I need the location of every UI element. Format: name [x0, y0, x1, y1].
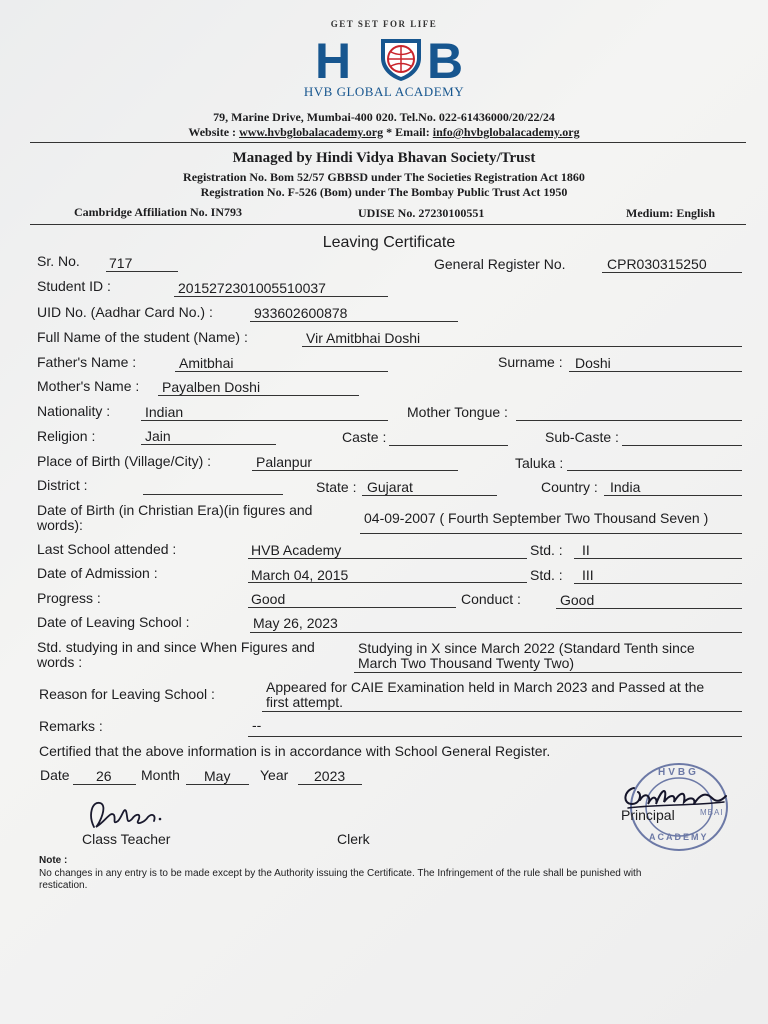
clerk-label: Clerk [337, 831, 370, 847]
std-attended-line [574, 558, 742, 559]
father-name-value: Amitbhai [179, 355, 234, 371]
certificate-title: Leaving Certificate [322, 234, 456, 251]
sr-no-value: 717 [109, 255, 133, 271]
country-line [604, 495, 742, 496]
date-day-line [73, 784, 136, 785]
sr-no-label: Sr. No. [37, 253, 80, 269]
website-link[interactable]: www.hvbglobalacademy.org [239, 125, 384, 139]
std-studying-label-line2: words : [37, 654, 83, 670]
place-of-birth-line [252, 470, 458, 471]
shield-icon [377, 36, 425, 82]
date-label: Date [40, 767, 70, 783]
stamp-side-text: MBAI [700, 808, 724, 817]
tagline: GET SET FOR LIFE [330, 19, 438, 29]
header-divider-top [30, 142, 746, 143]
certified-statement: Certified that the above information is in accordance with School General Register. [39, 743, 551, 759]
email-prefix: * Email: [383, 125, 433, 139]
state-line [362, 495, 497, 496]
month-value: May [204, 768, 231, 784]
note-title: Note : [39, 855, 68, 866]
std-studying-value-line1: Studying in X since March 2022 (Standard Tenth since [358, 640, 695, 656]
reason-value-line1: Appeared for CAIE Examination held in March 2023 and Passed at the [266, 679, 705, 695]
gr-no-line [602, 272, 742, 273]
admission-date-value: March 04, 2015 [251, 567, 349, 583]
surname-line [569, 371, 742, 372]
country-value: India [610, 479, 641, 495]
year-line [298, 784, 362, 785]
std-studying-label-line1: Std. studying in and since When Figures and [37, 639, 315, 655]
full-name-line [302, 346, 742, 347]
religion-line [141, 444, 276, 445]
taluka-line [567, 470, 742, 471]
std-admission-line [574, 583, 742, 584]
last-school-label: Last School attended : [37, 541, 177, 557]
progress-line [248, 607, 456, 608]
website-prefix: Website : [188, 125, 240, 139]
std-studying-line [354, 672, 742, 673]
class-teacher-signature [86, 797, 176, 833]
reason-line [262, 711, 742, 712]
last-school-value: HVB Academy [251, 542, 342, 558]
remarks-line [248, 736, 742, 737]
uid-line [250, 321, 458, 322]
logo-letter-h: H [315, 33, 352, 89]
caste-label: Caste : [342, 429, 387, 445]
progress-value: Good [251, 591, 286, 607]
mother-name-line [158, 395, 359, 396]
uid-value: 933602600878 [254, 305, 348, 321]
mother-tongue-line [516, 420, 742, 421]
district-line [143, 494, 283, 495]
mother-name-value: Payalben Doshi [162, 379, 261, 395]
leaving-date-line [250, 632, 742, 633]
reason-value-line2: first attempt. [266, 694, 344, 710]
cambridge-affiliation: Cambridge Affiliation No. IN793 [74, 205, 242, 219]
progress-label: Progress : [37, 590, 101, 606]
note-text-line2: restication. [39, 880, 88, 891]
std-attended-value: II [582, 542, 590, 558]
registration-trust: Registration No. F-526 (Bom) under The Bombay Public Trust Act 1950 [200, 185, 568, 199]
year-label: Year [260, 767, 289, 783]
address: 79, Marine Drive, Mumbai-400 020. Tel.No. 022-61436000/20/22/24 [213, 110, 555, 124]
district-label: District : [37, 477, 88, 493]
mother-tongue-label: Mother Tongue : [407, 404, 508, 420]
student-id-value: 2015272301005510037 [178, 280, 326, 296]
stamp-top-text: HVBG [658, 767, 699, 778]
surname-label: Surname : [498, 354, 563, 370]
conduct-label: Conduct : [461, 591, 521, 607]
state-label: State : [316, 479, 357, 495]
caste-line [389, 445, 508, 446]
full-name-value: Vir Amitbhai Doshi [306, 330, 421, 346]
std-studying-value-line2: March Two Thousand Twenty Two) [358, 655, 575, 671]
std-attended-label: Std. : [530, 542, 563, 558]
nationality-value: Indian [145, 404, 184, 420]
father-name-line [175, 371, 388, 372]
gr-no-value: CPR030315250 [607, 256, 707, 272]
sr-no-line [106, 271, 178, 272]
std-admission-label: Std. : [530, 567, 563, 583]
leaving-date-value: May 26, 2023 [253, 615, 338, 631]
place-of-birth-label: Place of Birth (Village/City) : [37, 453, 212, 469]
dob-line [360, 533, 742, 534]
remarks-label: Remarks : [39, 718, 103, 734]
medium: Medium: English [626, 206, 716, 220]
note-text-line1: No changes in any entry is to be made except by the Authority issuing the Certificate. The Infringement of the rule shall be punished with [39, 868, 642, 879]
logo-letter-b: B [427, 33, 464, 89]
student-id-label: Student ID : [37, 278, 111, 294]
nationality-line [141, 420, 388, 421]
father-name-label: Father's Name : [37, 354, 137, 370]
nationality-label: Nationality : [37, 403, 111, 419]
religion-label: Religion : [37, 428, 96, 444]
full-name-label: Full Name of the student (Name) : [37, 329, 248, 345]
dob-label-line1: Date of Birth (in Christian Era)(in figures and [37, 502, 313, 518]
religion-value: Jain [145, 428, 171, 444]
managed-by: Managed by Hindi Vidya Bhavan Society/Trust [232, 150, 536, 166]
contact-line [0, 125, 768, 140]
month-label: Month [141, 767, 180, 783]
conduct-value: Good [560, 592, 595, 608]
header-divider-bottom [30, 224, 746, 225]
date-day-value: 26 [96, 768, 112, 784]
dob-value: 04-09-2007 ( Fourth September Two Thousand Seven ) [364, 510, 709, 526]
subcaste-line [622, 445, 742, 446]
principal-label: Principal [621, 807, 675, 823]
place-of-birth-value: Palanpur [256, 454, 313, 470]
gr-no-label: General Register No. [434, 256, 566, 272]
email-link[interactable]: info@hvbglobalacademy.org [432, 125, 580, 139]
surname-value: Doshi [575, 355, 611, 371]
leaving-date-label: Date of Leaving School : [37, 614, 190, 630]
student-id-line [174, 296, 388, 297]
state-value: Gujarat [367, 479, 413, 495]
subcaste-label: Sub-Caste : [545, 429, 619, 445]
uid-label: UID No. (Aadhar Card No.) : [37, 304, 213, 320]
last-school-line [248, 558, 527, 559]
admission-date-line [248, 582, 527, 583]
registration-societies: Registration No. Bom 52/57 GBBSD under The Societies Registration Act 1860 [183, 170, 585, 184]
remarks-value: -- [252, 717, 262, 733]
academy-logo [315, 33, 490, 89]
reason-label: Reason for Leaving School : [39, 686, 215, 702]
class-teacher-label: Class Teacher [82, 831, 171, 847]
admission-date-label: Date of Admission : [37, 565, 158, 581]
year-value: 2023 [314, 768, 346, 784]
std-admission-value: III [582, 567, 594, 583]
mother-name-label: Mother's Name : [37, 378, 140, 394]
udise-number: UDISE No. 27230100551 [358, 206, 485, 220]
dob-label-line2: words): [37, 517, 83, 533]
academy-name: HVB GLOBAL ACADEMY [303, 84, 465, 99]
conduct-line [556, 608, 742, 609]
country-label: Country : [541, 479, 598, 495]
taluka-label: Taluka : [515, 455, 564, 471]
month-line [186, 784, 249, 785]
stamp-bottom-text: ACADEMY [649, 832, 709, 842]
